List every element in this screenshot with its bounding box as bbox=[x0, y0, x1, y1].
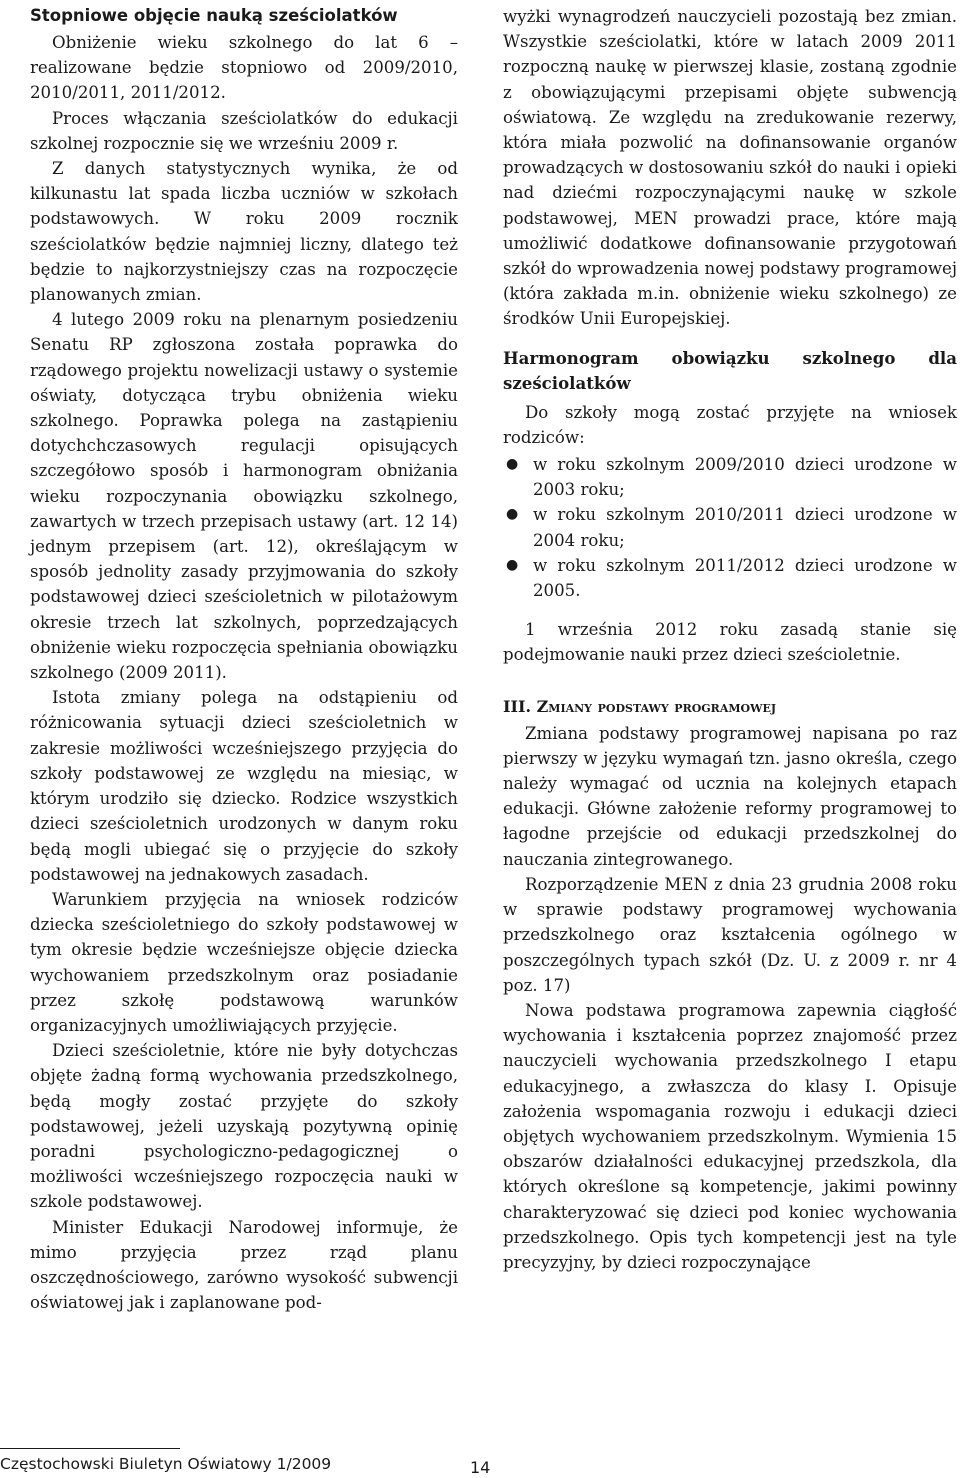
schedule-intro: Do szkoły mogą zostać przyjęte na wniosek rodziców: bbox=[503, 402, 957, 447]
paragraph: Minister Edukacji Narodowej informuje, że mimo przyjęcia przez rząd planu oszczędnościowego, zarówno wysokość subwencji oświatowej jak i zaplanowane pod- bbox=[30, 1217, 458, 1313]
article-heading: Stopniowe objęcie nauką sześciolatków bbox=[30, 6, 398, 25]
footer-divider bbox=[0, 1448, 180, 1449]
bullet-icon: ● bbox=[506, 506, 519, 523]
paragraph: Proces włączania sześciolatków do edukacji szkolnej rozpocznie się we wrześniu 2009 r. bbox=[30, 108, 458, 153]
right-column bbox=[503, 4, 957, 1275]
footer-publication: Częstochowski Biuletyn Oświatowy 1/2009 bbox=[0, 1455, 332, 1473]
paragraph: Istota zmiany polega na odstąpieniu od różnicowania sytuacji dzieci sześcioletnich w zakresie możliwości wcześniejszego przyjęcia do szkoły podstawowej ze względu na miesiąc, w którym urodziło się dziecko. Rodzice wszystkich dzieci sześcioletnich urodzonych w danym roku będą mogli ubiegać się o przyjęcie do szkoły podstawowej na jednakowych zasadach. bbox=[30, 688, 458, 884]
closing-paragraph: 1 września 2012 roku zasadą stanie się podejmowanie nauki przez dzieci sześcioletnie. bbox=[503, 620, 957, 665]
paragraph: Warunkiem przyjęcia na wniosek rodziców dziecka sześcioletniego do szkoły podstawowej w tym okresie będzie wcześniejsze objęcie dziecka wychowaniem przedszkolnym oraz posiadanie przez szkołę podstawową warunków organizacyjnych umożliwiających przyjęcie. bbox=[30, 889, 458, 1035]
paragraph: Nowa podstawa programowa zapewnia ciągłość wychowania i kształcenia poprzez znajomość przez nauczycieli wychowania przedszkolnego I etapu edukacyjnego, a zwłaszcza do klasy I. Opisuje założenia wspomagania rozwoju i edukacji dzieci objętych wychowaniem przedszkolnym. Wymienia 15 obszarów działalności edukacyjnej przedszkola, dla których określone są kompetencje, jakimi powinny charakteryzować się dzieci pod koniec wychowania przedszkolnego. Opis tych kompetencji jest na tyle precyzyjny, by dzieci rozpoczynające bbox=[503, 1000, 957, 1272]
schedule-heading: Harmonogram obowiązku szkolnego dla sześciolatków bbox=[503, 347, 957, 393]
paragraph: 4 lutego 2009 roku na plenarnym posiedzeniu Senatu RP zgłoszona została poprawka do rządowego projektu nowelizacji ustawy o systemie oświaty, dotycząca trybu obniżenia wieku szkolnego. Poprawka polega na zastąpieniu dotychchczasowych regulacji opisujących szczegółowo sposób i harmonogram obniżania wieku rozpoczynania obowiązku szkolnego, zawartych w trzech przepisach ustawy (art. 12 14) jednym przepisem (art. 12), określającym w sposób jednolity zasady przyjmowania do szkoły podstawowej dzieci sześcioletnich w pilotażowym okresie trzech lat szkolnych, poprzedzających obniżenie wieku rozpoczęcia spełniania obowiązku szkolnego (2009 2011). bbox=[30, 310, 458, 683]
paragraph: Z danych statystycznych wynika, że od kilkunastu lat spada liczba uczniów w szkołach podstawowych. W roku 2009 rocznik sześciolatków będzie najmniej liczny, dlatego też będzie to najkorzystniejszy czas na rozpoczęcie planowanych zmian. bbox=[30, 159, 458, 305]
page-number: 14 bbox=[470, 1458, 491, 1477]
list-item: ● w roku szkolnym 2010/2011 dzieci urodzone w 2004 roku; bbox=[503, 502, 957, 552]
paragraph: Zmiana podstawy programowej napisana po raz pierwszy w języku wymagań tzn. jasno określa, czego należy wymagać od ucznia na kolejnych etapach edukacji. Główne założenie reformy programowej to łagodne przejście od edukacji przedszkolnej do nauczania zintegrowanego. bbox=[503, 723, 957, 869]
paragraph: Dzieci sześcioletnie, które nie były dotychczas objęte żadną formą wychowania przedszkolnego, będą mogły zostać przyjęte do szkoły podstawowej, jeżeli uzyskają pozytywną opinię poradni psychologiczno-pedagogicznej o możliwości wcześniejszego rozpoczęcia nauki w szkole podstawowej. bbox=[30, 1041, 458, 1212]
bullet-icon: ● bbox=[506, 456, 519, 473]
section-heading: III. Zmiany podstawy programowej bbox=[503, 696, 777, 716]
schedule-list bbox=[503, 452, 957, 603]
continuation-paragraph: wyżki wynagrodzeń nauczycieli pozostają bez zmian. Wszystkie sześciolatki, które w latach 2009 2011 rozpoczną naukę w pierwszej klasie, zostaną zgodnie z obowiązującymi przepisami objęte subwencją oświatową. Ze względu na zredukowanie rezerwy, która miała pozwolić na dofinansowanie organów prowadzących w dostosowaniu szkół do nauki i opieki nad dziećmi rozpoczynającymi naukę w szkole podstawowej, MEN prowadzi prace, które mają umożliwić dodatkowe dofinansowanie przygotowań szkół do wprowadzenia nowej podstawy programowej (która zakłada m.in. obniżenie wieku szkolnego) ze środków Unii Europejskiej. bbox=[503, 7, 957, 329]
paragraph: Rozporządzenie MEN z dnia 23 grudnia 2008 roku w sprawie podstawy programowej wychowania przedszkolnego oraz kształcenia ogólnego w poszczególnych typach szkół (Dz. U. z 2009 r. nr 4 poz. 17) bbox=[503, 874, 957, 995]
left-column bbox=[30, 4, 458, 1315]
paragraph: Obniżenie wieku szkolnego do lat 6 – realizowane będzie stopniowo od 2009/2010, 2010/2011, 2011/2012. bbox=[30, 33, 458, 103]
bullet-icon: ● bbox=[506, 556, 519, 573]
list-item: ● w roku szkolnym 2011/2012 dzieci urodzone w 2005. bbox=[503, 553, 957, 603]
list-item: ● w roku szkolnym 2009/2010 dzieci urodzone w 2003 roku; bbox=[503, 452, 957, 502]
